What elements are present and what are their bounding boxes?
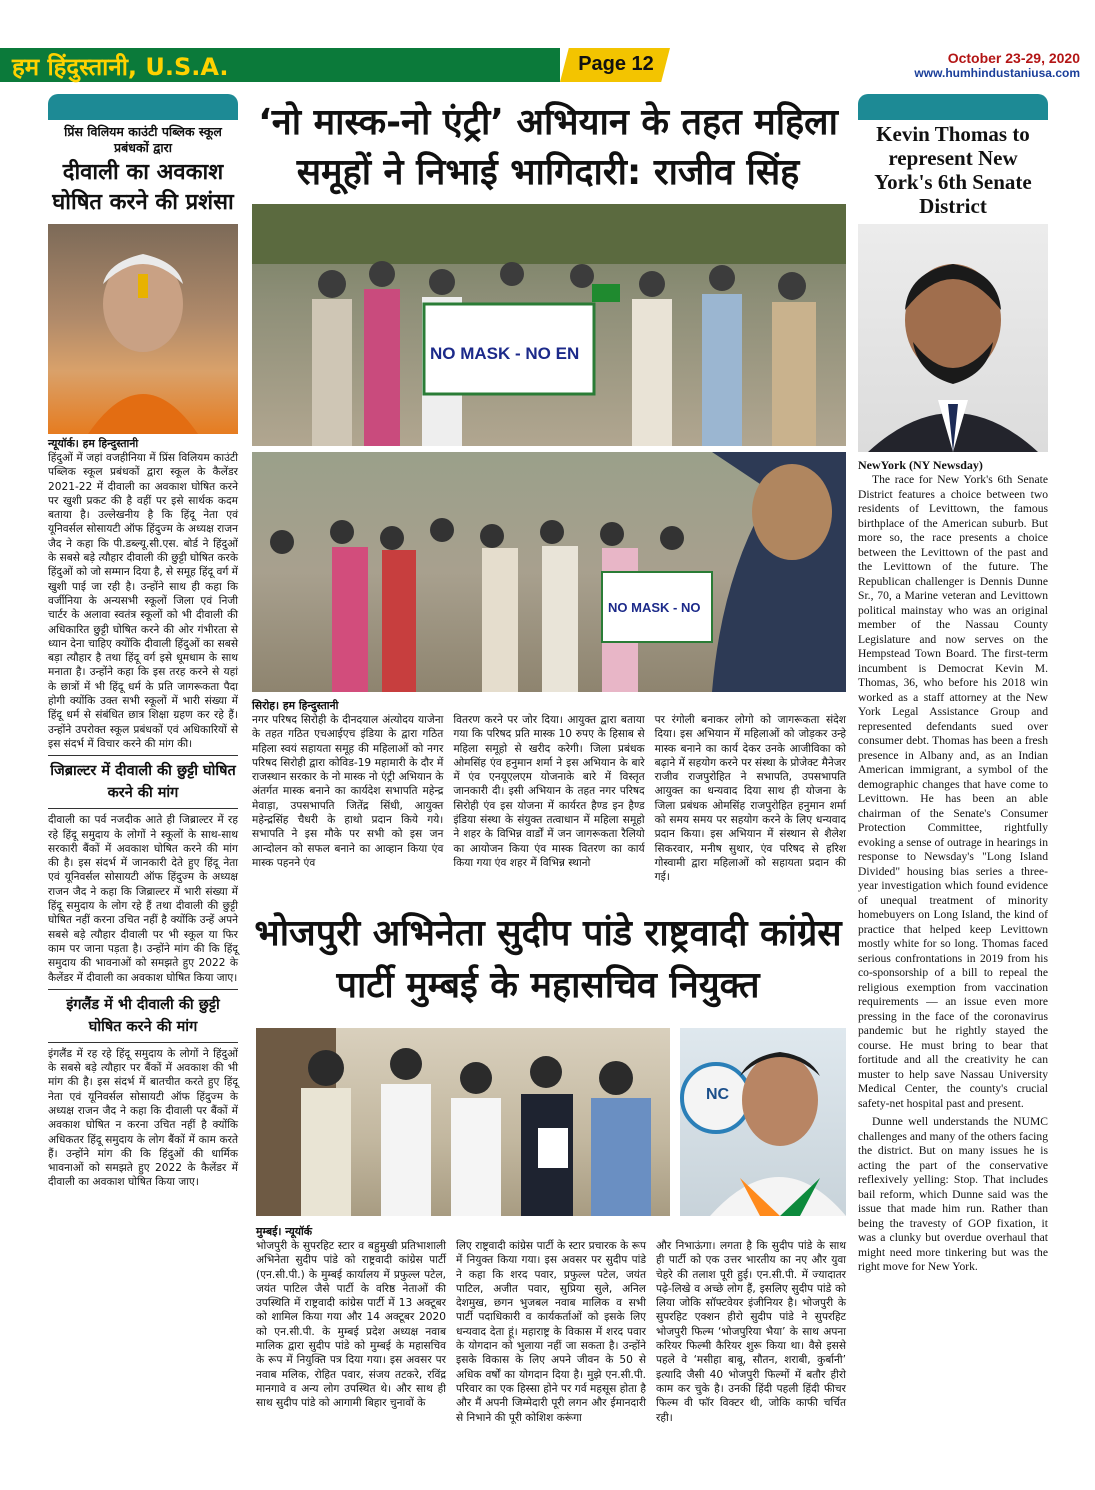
center-byline-1: सिरोह। हम हिन्दुस्तानी bbox=[252, 699, 339, 712]
page-number: Page 12 bbox=[578, 53, 654, 75]
sudeep-col-1: भोजपुरी के सुपरहिट स्टार व बहुमुखी प्रतिभाशाली अभिनेता सुदीप पांडे को राष्ट्रवादी कांग्रेस पार्टी (एन.सी.पी.) के मुम्बई कार्यालय में प्रफुल्ल पटेल, जयंत पाटिल जैसे पार्टी के वरिष्ठ नेताओं की उपस्थिति में राष्ट्रवादी कांग्रेस पार्टी में 13 अक्टूबर को शामिल किया गया और 14 अक्टूबर 2020 को एन.सी.पी. के मुम्बई प्रदेश अध्यक्ष नवाब मालिक द्वारा सुदीप पांडे को मुम्बई के महासचिव के रूप में नियुक्ति पत्र दिया गया। इस अवसर पर नवाब मलिक, रोहित पवार, संजय तटकरे, रविंद्र मानगावे व अन्य लोग उपस्थित थे। और साथ ही साथ सुदीप पांडे को आगामी बिहार चुनावों के bbox=[256, 1240, 446, 1410]
kevin-thomas-headline: Kevin Thomas to represent New York's 6th Senate District bbox=[874, 122, 1032, 218]
mask-banner-text: NO MASK - NO EN bbox=[430, 344, 580, 363]
portrait-illustration-2 bbox=[680, 1028, 846, 1216]
sudeep-article-columns bbox=[256, 1239, 846, 1425]
right-article bbox=[858, 94, 1048, 1275]
right-box-header bbox=[858, 94, 1048, 120]
left-article bbox=[48, 94, 238, 1190]
mask-col-3: पर रंगोली बनाकर लोगो को जागरूकता संदेश दिया। इस अभियान में महिलाओं को जोड़कर उन्हे मास्क बनाने का कार्य देकर उनके आजीविका को बढ़ाने में सहयोग करने पर संस्था के प्रोजेक्ट मैनेजर राजीव राजपुरोहित ने सभापति, उपसभापति आयुक्त का धन्यवाद दिया साथ ही योजना के जिला प्रबंधक ओमसिंह राजपुरोहित हनुमान शर्मा को समय समय पर सहयोग करने के लिए धन्यवाद प्रदान किया। इस अभियान में संस्थान से शैलेश सिकरवार, मनीष सुथार, एंव परिषद से हरिश गोस्वामी द्वारा महिलाओं को सहायता प्रदान की गई। bbox=[654, 714, 846, 884]
group-illustration bbox=[256, 1028, 670, 1216]
portrait-illustration bbox=[48, 224, 238, 434]
crowd-illustration-2 bbox=[252, 452, 846, 692]
sudeep-pandey-headline: भोजपुरी अभिनेता सुदीप पांडे राष्ट्रवादी कांग्रेस पार्टी मुम्बई के महासचिव नियुक्त bbox=[254, 913, 842, 1006]
ncp-badge-text: NC bbox=[706, 1086, 730, 1103]
crowd-illustration-1 bbox=[252, 204, 846, 446]
website-link[interactable]: www.humhindustaniusa.com bbox=[914, 66, 1080, 80]
left-byline: न्यूयॉर्क। हम हिन्दुस्तानी bbox=[48, 437, 139, 450]
mask-campaign-photo-1 bbox=[252, 204, 846, 446]
left-body-2: दीवाली का पर्व नजदीक आते ही जिब्राल्टर में रह रहे हिंदू समुदाय के लोगों ने स्कूलों के साथ-साथ सरकारी बैंकों में अवकाश घोषित करने की मांग की है। इस संदर्भ में जानकारी देते हुए हिंदू नेता एवं यूनिवर्सल सोसायटी ऑफ हिंदुज्म के अध्यक्ष राजन जैद ने कहा कि जिब्राल्टर में भारी संख्या में हिंदू समुदाय के लोग रहे हैं तथा दीवाली की छुट्टी घोषित नहीं करना उचित नहीं है क्योंकि उन्हें अपने सबसे बड़े त्यौहार दीवाली पर भी स्कूल या फिर काम पर जाना पड़ता है। उन्होंने मांग की कि हिंदू समुदाय की भावनाओं को समझते हुए 2022 के कैलेंडर में दीवाली का अवकाश घोषित किया जाए। bbox=[48, 814, 238, 984]
sudeep-pandey-portrait bbox=[680, 1028, 846, 1216]
left-kicker: प्रिंस विलियम काउंटी पब्लिक स्कूल प्रबंधकों द्वारा bbox=[64, 124, 222, 155]
sudeep-col-3: और निभाऊंगा। लगता है कि सुदीप पांडे के साथ ही पार्टी को एक उत्तर भारतीय का नए और युवा चेहरे की तलाश पूरी हुई। एन.सी.पी. में ज्यादातर पढ़े-लिखे व अच्छे लोग हैं, इसलिए सुदीप पांडे को लिया जोकि सॉफ्टवेयर इंजीनियर है। भोजपुरी के सुपरहिट एक्शन हीरो सुदीप पांडे ने सुपरहिट भोजपुरी फिल्म ‘भोजपुरिया भैया’ के साथ अपना करियर फिल्मी कैरियर शुरू किया था। वैसे इससे पहले वे ‘मसीहा बाबू, सौतन, शराबी, कुर्बानी’ इत्यादि जैसी 40 भोजपुरी फिल्मों में बतौर हीरो काम कर चुके है। उनकी हिंदी पहली हिंदी फीचर फिल्म वी फॉर विक्टर थी, जोकि काफी चर्चित रही। bbox=[656, 1240, 846, 1424]
left-body-1: हिंदुओं में जहां वजहीनिया में प्रिंस विलियम काउंटी पब्लिक स्कूल प्रबंधकों द्वारा स्कूल के कैलेंडर 2021-22 में दीवाली का अवकाश घोषित करने पर खुशी प्रकट की है वहीं पर इसे सार्थक कदम बताया है। उल्लेखनीय है कि हिंदू नेता एवं यूनिवर्सल सोसायटी ऑफ हिंदुज्म के अध्यक्ष राजन जैद ने कहा कि पी.डब्ल्यू.सी.एस. बोर्ड ने हिंदुओं के सबसे बड़े त्यौहार दीवाली की छुट्टी घोषित करके हिंदुओं को जो सम्मान दिया है, से समूह हिंदू वर्ग में खुशी पाई जा रही है। उन्होंने साथ ही कहा कि वर्जीनिया के अन्यसभी स्कूलों जिला एवं निजी चार्टर के अलावा स्वतंत्र स्कूलों को भी दीवाली की अधिकारित छुट्टी घोषित करने की ओर गंभीरता से ध्यान देना चाहिए क्योंकि दीवाली हिंदुओं का सबसे बड़ा त्यौहार है तथा हिंदू वर्ग इसे धूमधाम के साथ मनाता है। उन्होंने कहा कि इस तरह करने से यहां के छात्रों में भी हिंदू धर्म के प्रति जागरूकता पैदा होगी क्योंकि उक्त सभी स्कूलों में भारी संख्या में हिंदू धर्म से संबंधित छात्र शिक्षा ग्रहण कर रहे हैं। उन्होंने उपरोक्त स्कूल प्रबंधकों एवं अधिकारियों से इस संदर्भ में विचार करने की मांग की। bbox=[48, 452, 238, 750]
portrait-illustration-3 bbox=[858, 224, 1048, 452]
right-body-1: The race for New York's 6th Senate District features a choice between two residents of Levittown, the famous birthplace of the American suburb. But more so, the race presents a choice between the Levittown of the past and the Levittown of the future. The Republican challenger is Dennis Dunne Sr., 70, a Marine veteran and Levittown political mainstay who was an original member of the Nassau County Legislature and now serves on the Hempstead Town Board. The first-term incumbent is Democrat Kevin M. Thomas, 36, who before his 2018 win worked as a staff attorney at the New York Legal Assistance Group and represented defendants sued over consumer debt. Thomas has been a fresh presence in Albany and, as an Indian American immigrant, a symbol of the demographic changes that have come to Levittown. He has been an able chairman of the Senate's Consumer Protection Committee, rightfully evoking a sense of outrage in hearings in response to Newsday's "Long Island Divided" housing bias series a three-year investigation which found evidence of unequal treatment of minority homebuyers on Long Island, the kind of practice that helped keep Levittown mostly white for so long. Thomas faced serious confrontations in 2019 from his co-sponsorship of a bill to repeal the religious exemption from vaccination requirements — an issue even more pressing in the face of the coronavirus pandemic but he rightly stayed the course. He must bring to bear that fortitude and all the creativity he can muster to help save Nassau University Medical Center, the county's crucial safety-net hospital past and present. bbox=[858, 473, 1048, 1110]
gibraltar-subhead: जिब्राल्टर में दीवाली की छुट्टी घोषित करने की मांग bbox=[48, 755, 238, 809]
mask-col-2: वितरण करने पर जोर दिया। आयुक्त द्वारा बताया गया कि परिषद प्रति मास्क 10 रुपए के हिसाब से महिला समूहो से खरीद करेगी। जिला प्रबंधक ओमसिंह एंव हनुमान शर्मा ने इस अभियान के बारे में एंव एनयूएलएम योजनाके बारे में विस्तृत जानकारी दी। इसी अभियान के तहत नगर परिषद सिरोही एंव इस योजना में कार्यरत हैण्ड इन हैण्ड इंडिया संस्था के संयुक्त तत्वाधान में महिला समूहो ने शहर के विभिन्न वार्डों में जन जागरूकता रैलियो का आयोजन किया एंव मास्क वितरण का कार्य किया गया एंव शहर में विभिन्न स्थानो bbox=[453, 714, 645, 869]
mask-article-columns bbox=[252, 713, 846, 885]
england-subhead: इंगलैंड में भी दीवाली की छुट्टी घोषित करने की मांग bbox=[48, 989, 238, 1043]
newspaper-title: हम हिंदुस्तानी, U.S.A. bbox=[12, 53, 229, 81]
mask-banner-text-2: NO MASK - NO bbox=[608, 600, 701, 615]
right-byline: NewYork (NY Newsday) bbox=[858, 458, 983, 472]
sudeep-pandey-article bbox=[256, 1222, 846, 1425]
issue-date: October 23-29, 2020 bbox=[947, 50, 1080, 66]
right-body-2: Dunne well understands the NUMC challenges and many of the others facing the district. But on many issues he is acting the part of the conservative reflexively yelling: Stop. That includes bail reform, which Dunne said was the issue that made him run. Rather than being the travesty of GOP fixation, it was a clunky but overdue overhaul that might need more tinkering but was the right move for New York. bbox=[858, 1115, 1048, 1273]
mask-campaign-headline: ‘नो मास्क-नो एंट्री’ अभियान के तहत महिला समूहों ने निभाई भागिदारी: राजीव सिंह bbox=[258, 102, 838, 193]
mask-campaign-article bbox=[252, 696, 846, 885]
kevin-thomas-photo bbox=[858, 224, 1048, 452]
mask-col-1: नगर परिषद सिरोही के दीनदयाल अंत्योदय याजेना के तहत गठित एचआईएच इंडिया के द्वारा गठित महिला स्वयं सहायता समूह की महिलाओं को नगर परिषद सिरोही द्वारा कोविड-19 महामारी के दौर में राजस्थान सरकार के नो मास्क नो एंट्री अभियान के अंतर्गत मास्क बनाने का कार्यदेश सभापति महेन्द्र मेवाड़ा, उपसभापति जितेंद्र सिंधी, आयुक्त महेन्द्रसिंह चैधरी के हाथो प्रदान किये गये। सभापति ने इस मौके पर सभी को इस जन आन्दोलन को सफल बनाने का आव्हान किया एंव मास्क पहनने एंव bbox=[252, 714, 444, 869]
rajan-zed-photo bbox=[48, 224, 238, 434]
left-headline: दीवाली का अवकाश घोषित करने की प्रशंसा bbox=[52, 160, 234, 215]
sudeep-col-2: लिए राष्ट्रवादी कांग्रेस पार्टी के स्टार प्रचारक के रूप में नियुक्त किया गया। इस अवसर पर सुदीप पांडे ने कहा कि शरद पवार, प्रफुल्ल पटेल, जयंत पाटिल, अजीत पवार, सुप्रिया सुले, अनिल देशमुख, छगन भुजबल नवाब मालिक व सभी पार्टी पदाधिकारी व कार्यकर्ताओं को इसके लिए धन्यवाद देता हूं। महाराष्ट्र के विकास में शरद पवार के योगदान को भुलाया नहीं जा सकता है। उन्होंने इसके विकास के लिए अपने जीवन के 50 से अधिक वर्षों का योगदान दिया है। मुझे एन.सी.पी. परिवार का एक हिस्सा होने पर गर्व महसूस होता है और मैं अपनी जिम्मेदारी पूरी लगन और ईमानदारी से निभाने की पूरी कोशिश करूंगा bbox=[456, 1240, 646, 1424]
ncp-appointment-photo bbox=[256, 1028, 670, 1216]
left-body-3: इंगलैंड में रह रहे हिंदू समुदाय के लोगों ने हिंदुओं के सबसे बड़े त्यौहार पर बैंकों में अवकाश की भी मांग की है। इस संदर्भ में बातचीत करते हुए हिंदू नेता एवं यूनिवर्सल सोसायटी ऑफ हिंदुज्म के अध्यक्ष राजन जैद ने कहा कि दीवाली पर बैंकों में अवकाश घोषित न करना उचित नहीं है क्योंकि अधिकतर हिंदू समुदाय के लोग बैंकों में काम करते हैं। उन्होंने मांग की कि हिंदुओं की धार्मिक भावनाओं को समझते हुए 2022 के कैलेंडर में दीवाली का अवकाश घोषित किया जाए। bbox=[48, 1047, 238, 1189]
center-byline-2: मुम्बई। न्यूयॉर्क bbox=[256, 1225, 313, 1238]
left-box-header bbox=[48, 94, 238, 120]
mask-campaign-photo-2 bbox=[252, 452, 846, 692]
